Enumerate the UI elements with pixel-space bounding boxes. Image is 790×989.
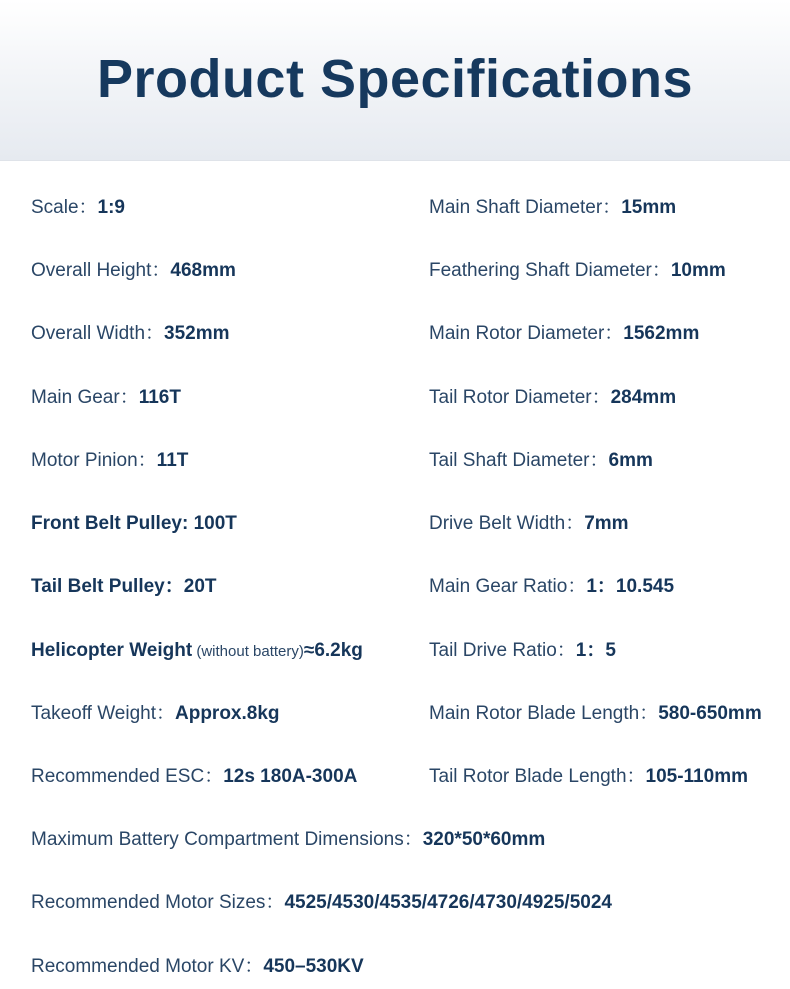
- spec-label: Tail Drive Ratio：: [429, 640, 576, 661]
- spec-front-belt-pulley: [31, 511, 237, 537]
- spec-value: 468mm: [170, 260, 236, 281]
- spec-label: Tail Rotor Blade Length：: [429, 766, 646, 787]
- spec-drive-belt-width: [429, 511, 629, 537]
- spec-label: Front Belt Pulley:: [31, 513, 194, 534]
- spec-value: 105-110mm: [645, 766, 748, 787]
- spec-label: Recommended Motor KV：: [31, 956, 264, 977]
- spec-battery-compartment: [31, 827, 545, 853]
- spec-value: 1：5: [575, 640, 616, 661]
- spec-value: 7mm: [584, 513, 629, 534]
- spec-label: Scale：: [31, 197, 98, 218]
- spec-value: 580-650mm: [658, 703, 762, 724]
- spec-value: 4525/4530/4535/4726/4730/4925/5024: [284, 892, 612, 913]
- spec-value: 116T: [138, 387, 181, 408]
- spec-main-gear: [31, 385, 181, 411]
- spec-scale: [31, 195, 125, 221]
- spec-overall-height: [31, 258, 236, 284]
- spec-label: Tail Belt Pulley：: [31, 576, 184, 597]
- spec-motor-pinion: [31, 448, 188, 474]
- spec-label: Recommended ESC：: [31, 766, 224, 787]
- spec-value: 6mm: [608, 450, 653, 471]
- spec-note: (without battery): [192, 643, 304, 660]
- spec-label: Motor Pinion：: [31, 450, 157, 471]
- spec-tail-rotor-diameter: [429, 385, 676, 411]
- spec-feathering-shaft-diameter: [429, 258, 726, 284]
- spec-label: Tail Rotor Diameter：: [429, 387, 611, 408]
- spec-label: Main Gear：: [31, 387, 139, 408]
- spec-main-gear-ratio: [429, 574, 674, 600]
- spec-overall-width: [31, 321, 230, 347]
- spec-value: 284mm: [610, 387, 677, 408]
- spec-value: 1：10.545: [586, 576, 675, 597]
- spec-recommended-esc: [31, 764, 357, 790]
- spec-main-rotor-blade-length: [429, 701, 762, 727]
- spec-value: 100T: [193, 513, 237, 534]
- spec-tail-rotor-blade-length: [429, 764, 748, 790]
- spec-label: Main Gear Ratio：: [429, 576, 587, 597]
- spec-helicopter-weight: [31, 638, 363, 665]
- spec-value: Approx.8kg: [175, 703, 280, 724]
- spec-motor-kv: [31, 954, 364, 980]
- spec-label: Feathering Shaft Diameter：: [429, 260, 671, 281]
- spec-main-rotor-diameter: [429, 321, 699, 347]
- spec-label: Tail Shaft Diameter：: [429, 450, 609, 471]
- spec-label: Overall Height：: [31, 260, 171, 281]
- spec-motor-sizes: [31, 890, 612, 916]
- spec-main-shaft-diameter: [429, 195, 676, 221]
- spec-label: Takeoff Weight：: [31, 703, 175, 724]
- spec-value: 12s 180A-300A: [223, 766, 358, 787]
- spec-value: 6.2kg: [314, 640, 363, 661]
- spec-label: Main Rotor Diameter：: [429, 323, 624, 344]
- spec-value: 450–530KV: [263, 956, 364, 977]
- spec-label: Helicopter Weight: [31, 640, 193, 661]
- spec-label: Main Shaft Diameter：: [429, 197, 622, 218]
- spec-value: 20T: [183, 576, 217, 597]
- spec-tail-shaft-diameter: [429, 448, 653, 474]
- spec-takeoff-weight: [31, 701, 280, 727]
- spec-label: Main Rotor Blade Length：: [429, 703, 659, 724]
- spec-tail-drive-ratio: [429, 638, 616, 664]
- spec-value: 10mm: [670, 260, 726, 281]
- spec-label: Drive Belt Width：: [429, 513, 585, 534]
- spec-value: 1:9: [97, 197, 125, 218]
- spec-value: 352mm: [164, 323, 230, 344]
- page-title: Product Specifications: [96, 49, 694, 109]
- spec-value: 15mm: [621, 197, 677, 218]
- spec-value: 1562mm: [623, 323, 700, 344]
- spec-label: Recommended Motor Sizes：: [31, 892, 285, 913]
- approx-symbol: ≈: [303, 640, 315, 661]
- spec-label: Maximum Battery Compartment Dimensions：: [31, 829, 423, 850]
- spec-label: Overall Width：: [31, 323, 165, 344]
- spec-value: 320*50*60mm: [422, 829, 546, 850]
- spec-value: 11T: [156, 450, 189, 471]
- header-banner: [0, 0, 790, 161]
- spec-tail-belt-pulley: [31, 574, 217, 600]
